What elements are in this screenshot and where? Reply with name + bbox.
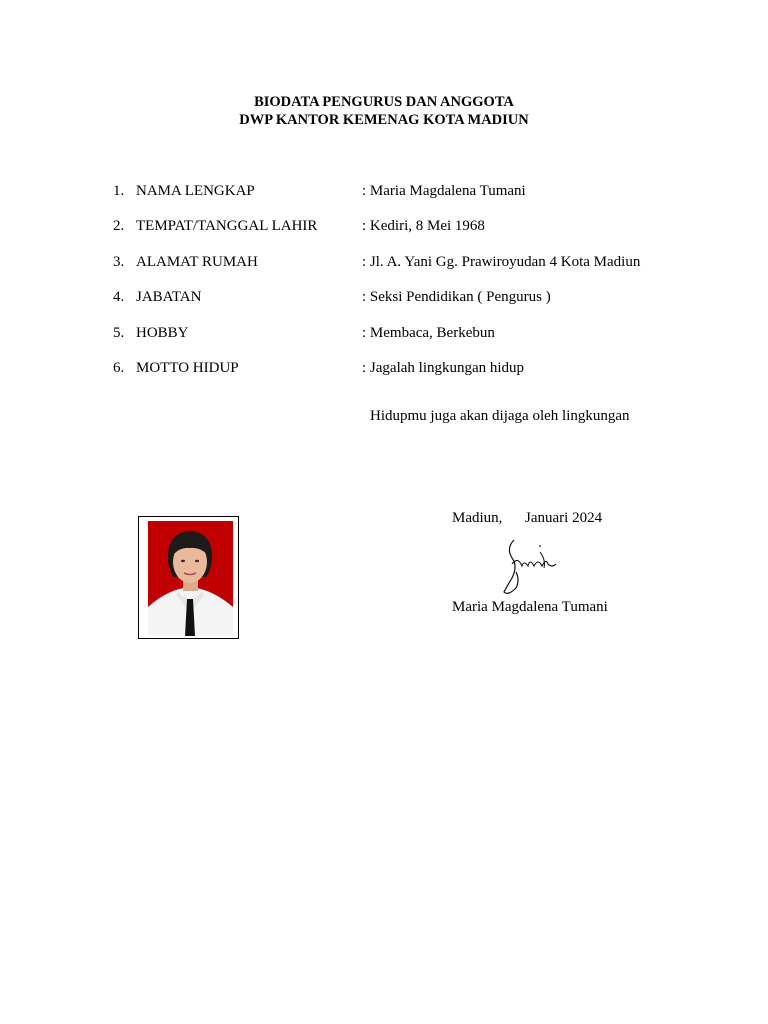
field-row-nama-lengkap [0,183,768,203]
field-row-tempat-tanggal-lahir [0,218,768,238]
field-number: 1. [113,183,125,199]
field-label: MOTTO HIDUP [136,360,239,376]
document-title-line-2: DWP KANTOR KEMENAG KOTA MADIUN [239,112,529,128]
field-row-hobby [0,325,768,345]
field-label: NAMA LENGKAP [136,183,255,199]
field-value: : Seksi Pendidikan ( Pengurus ) [362,289,551,305]
field-row-motto-hidup [0,360,768,380]
field-number: 2. [113,218,125,234]
field-number: 5. [113,325,125,341]
field-value: : Maria Magdalena Tumani [362,183,526,199]
field-row-alamat-rumah [0,254,768,274]
field-label: JABATAN [136,289,202,305]
signature-date: Januari 2024 [525,510,603,526]
field-label: TEMPAT/TANGGAL LAHIR [136,218,318,234]
signature-name: Maria Magdalena Tumani [452,599,608,615]
motto-continuation: Hidupmu juga akan dijaga oleh lingkungan [370,408,630,424]
field-value: : Jagalah lingkungan hidup [362,360,525,376]
portrait-photo [148,521,233,636]
field-number: 6. [113,360,125,376]
portrait-photo-frame [138,516,239,639]
field-row-jabatan [0,289,768,309]
field-value: : Kediri, 8 Mei 1968 [362,218,485,234]
field-number: 4. [113,289,125,305]
signature-place: Madiun, [452,510,503,526]
field-value: : Jl. A. Yani Gg. Prawiroyudan 4 Kota Madiun [362,254,641,270]
field-value: : Membaca, Berkebun [362,325,495,341]
field-label: HOBBY [136,325,189,341]
document-title-line-1: BIODATA PENGURUS DAN ANGGOTA [254,94,514,110]
field-number: 3. [113,254,125,270]
field-label: ALAMAT RUMAH [136,254,258,270]
handwritten-signature [496,536,562,598]
